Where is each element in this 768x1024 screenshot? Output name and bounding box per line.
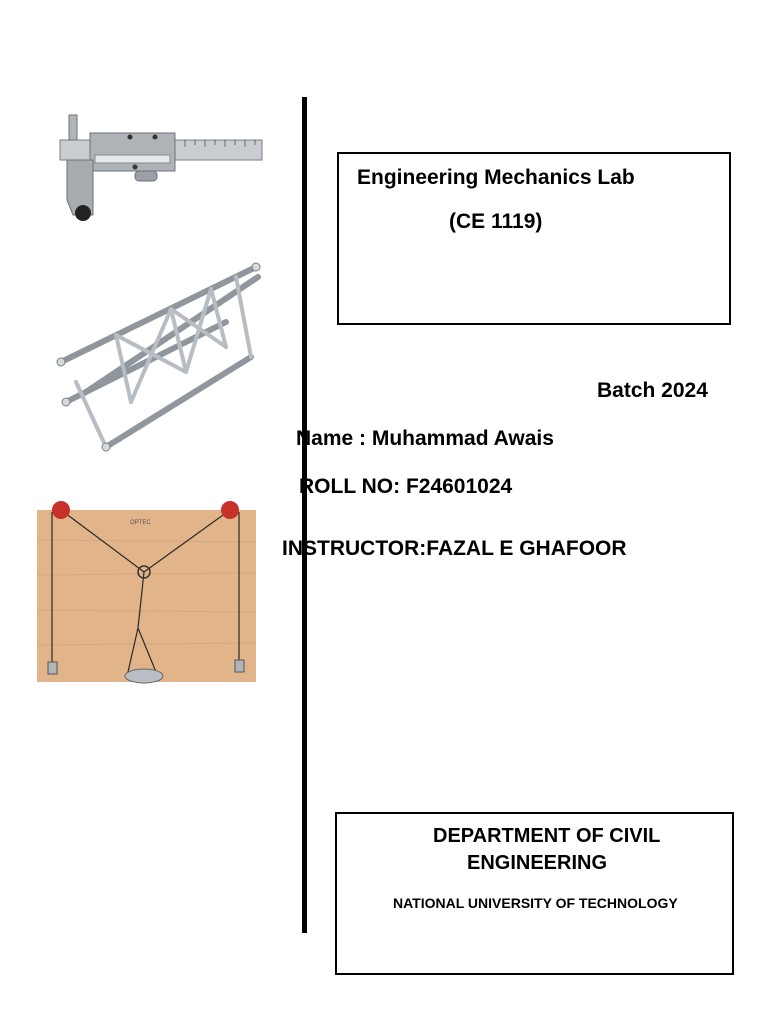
- student-name: Name : Muhammad Awais: [296, 427, 554, 450]
- batch-label: Batch 2024: [597, 379, 708, 402]
- svg-text:OPTEC: OPTEC: [130, 520, 151, 526]
- vernier-caliper-image: [55, 105, 265, 230]
- university-name: NATIONAL UNIVERSITY OF TECHNOLOGY: [393, 895, 678, 911]
- department-name-line1: DEPARTMENT OF CIVIL: [433, 825, 661, 847]
- roll-number: ROLL NO: F24601024: [299, 475, 513, 498]
- force-table-apparatus-image: [36, 500, 258, 688]
- vertical-divider: [302, 97, 307, 933]
- instructor-name: INSTRUCTOR:FAZAL E GHAFOOR: [282, 537, 627, 560]
- course-code: (CE 1119): [449, 210, 543, 233]
- course-title: Engineering Mechanics Lab: [357, 166, 635, 189]
- department-name-line2: ENGINEERING: [467, 852, 608, 874]
- truss-structure-image: [36, 252, 264, 460]
